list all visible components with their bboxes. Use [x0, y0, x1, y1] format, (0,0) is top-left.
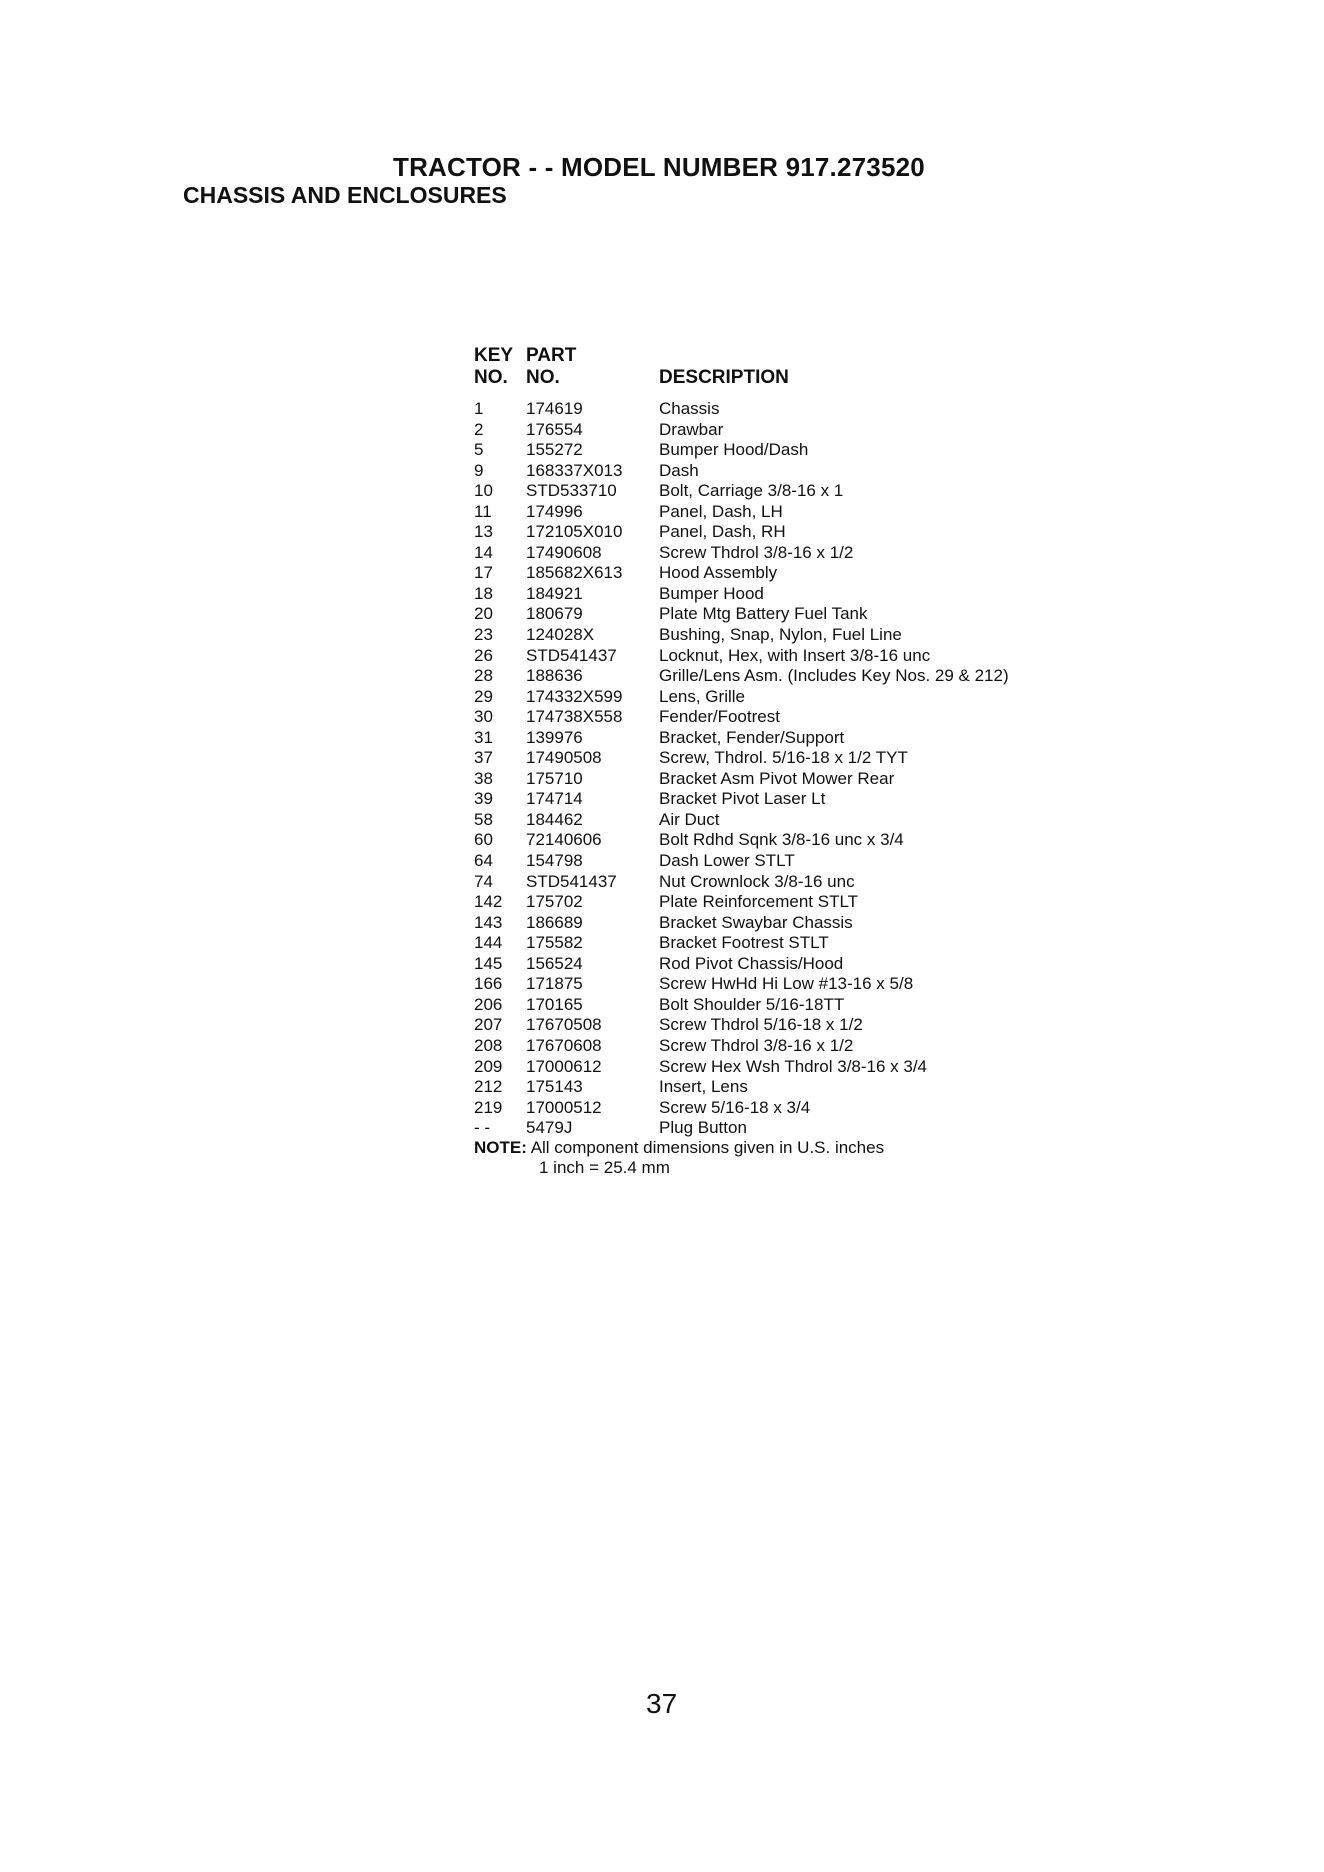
key-no-cell: 145	[474, 953, 503, 973]
key-no-cell: 17	[474, 563, 493, 583]
description-cell: Bracket Swaybar Chassis	[659, 912, 853, 932]
page-title: TRACTOR - - MODEL NUMBER 917.273520	[393, 152, 925, 182]
description-cell: Bumper Hood/Dash	[659, 440, 809, 460]
key-no-cell: 5	[474, 440, 484, 460]
note	[474, 1138, 884, 1178]
description-cell: Bushing, Snap, Nylon, Fuel Line	[659, 625, 902, 645]
part-no-header	[526, 345, 576, 389]
description-cell: Chassis	[659, 399, 720, 418]
description-cell: Bolt Shoulder 5/16-18TT	[659, 994, 845, 1014]
part-no-cell: 180679	[526, 604, 583, 624]
key-no-cell: 39	[474, 789, 493, 809]
key-no-cell: 143	[474, 912, 503, 932]
key-no-cell: 208	[474, 1035, 503, 1055]
key-no-header	[474, 345, 534, 389]
key-no-cell: 9	[474, 460, 484, 480]
key-no-cell: 219	[474, 1097, 503, 1117]
key-header-line2: NO.	[474, 367, 508, 388]
key-no-cell: 64	[474, 851, 493, 871]
key-no-cell: 20	[474, 604, 493, 624]
description-cell: Screw Thdrol 3/8-16 x 1/2	[659, 542, 854, 562]
part-no-cell: 17670608	[526, 1035, 602, 1055]
description-cell: Bumper Hood	[659, 583, 764, 603]
key-no-cell: 18	[474, 583, 493, 603]
description-cell: Lens, Grille	[659, 686, 745, 706]
part-no-cell: 168337X013	[526, 460, 623, 480]
description-cell: Screw HwHd Hi Low #13-16 x 5/8	[659, 974, 914, 994]
description-cell: Panel, Dash, RH	[659, 522, 786, 542]
part-no-cell: 17490608	[526, 542, 602, 562]
part-no-cell: 170165	[526, 994, 583, 1014]
description-cell: Plug Button	[659, 1118, 747, 1138]
key-no-cell: 212	[474, 1077, 503, 1097]
key-no-cell: 11	[474, 501, 492, 521]
part-no-cell: 174619	[526, 399, 583, 418]
description-cell: Bolt Rdhd Sqnk 3/8-16 unc x 3/4	[659, 830, 904, 850]
part-no-cell: 139976	[526, 727, 583, 747]
part-no-cell: 175702	[526, 892, 583, 912]
key-no-cell: 2	[474, 419, 484, 439]
key-no-cell: 206	[474, 994, 503, 1014]
description-cell: Screw, Thdrol. 5/16-18 x 1/2 TYT	[659, 748, 908, 768]
key-no-cell: 31	[474, 727, 493, 747]
key-no-cell: 37	[474, 748, 493, 768]
key-no-cell: 60	[474, 830, 493, 850]
part-header-line2: NO.	[526, 367, 560, 388]
part-no-cell: 174714	[526, 789, 583, 809]
key-no-cell: 1	[474, 399, 484, 418]
description-cell: Fender/Footrest	[659, 707, 780, 727]
part-no-cell: 175143	[526, 1077, 583, 1097]
part-no-cell: 17490508	[526, 748, 602, 768]
part-no-cell: 155272	[526, 440, 583, 460]
part-no-cell: 156524	[526, 953, 583, 973]
part-no-cell: 186689	[526, 912, 583, 932]
key-no-cell: 26	[474, 645, 493, 665]
key-no-cell: 209	[474, 1056, 503, 1076]
note-label: NOTE:	[474, 1138, 527, 1157]
part-no-cell: 184921	[526, 583, 583, 603]
key-no-cell: 144	[474, 933, 503, 953]
description-cell: Hood Assembly	[659, 563, 778, 583]
description-cell: Bracket Pivot Laser Lt	[659, 789, 826, 809]
description-cell: Bolt, Carriage 3/8-16 x 1	[659, 481, 844, 501]
description-cell: Drawbar	[659, 419, 724, 439]
description-cell: Bracket Footrest STLT	[659, 933, 829, 953]
key-no-cell: 10	[474, 481, 493, 501]
part-no-cell: 72140606	[526, 830, 602, 850]
note-line1	[474, 1138, 884, 1158]
part-no-cell: 17000512	[526, 1097, 602, 1117]
description-cell: Plate Mtg Battery Fuel Tank	[659, 604, 868, 624]
part-header-line1: PART	[526, 345, 577, 366]
key-no-cell: 13	[474, 522, 493, 542]
part-no-cell: 174738X558	[526, 707, 623, 727]
part-no-cell: 175710	[526, 768, 583, 788]
part-no-cell: 174332X599	[526, 686, 623, 706]
part-no-cell: 171875	[526, 974, 583, 994]
key-no-cell: 142	[474, 892, 503, 912]
part-no-cell: 184462	[526, 809, 583, 829]
description-cell: Grille/Lens Asm. (Includes Key Nos. 29 & 212)	[659, 666, 1009, 686]
description-cell: Plate Reinforcement STLT	[659, 892, 859, 912]
key-no-cell: - -	[474, 1118, 491, 1138]
key-no-cell: 207	[474, 1015, 503, 1035]
part-no-cell: 17000612	[526, 1056, 602, 1076]
part-no-cell: 124028X	[526, 625, 595, 645]
section-title: CHASSIS AND ENCLOSURES	[183, 182, 507, 208]
description-cell: Bracket, Fender/Support	[659, 727, 845, 747]
part-no-cell: 176554	[526, 419, 583, 439]
part-no-cell: 174996	[526, 501, 583, 521]
description-cell: Screw Thdrol 5/16-18 x 1/2	[659, 1015, 863, 1035]
description-cell: Insert, Lens	[659, 1077, 748, 1097]
description-cell: Dash Lower STLT	[659, 851, 795, 871]
part-no-cell: STD533710	[526, 481, 617, 501]
part-no-cell: 188636	[526, 666, 583, 686]
key-no-cell: 166	[474, 974, 503, 994]
key-no-cell: 23	[474, 625, 493, 645]
description-cell: Screw Thdrol 3/8-16 x 1/2	[659, 1035, 854, 1055]
note-conversion: 1 inch = 25.4 mm	[539, 1158, 670, 1177]
description-cell: Screw Hex Wsh Thdrol 3/8-16 x 3/4	[659, 1056, 928, 1076]
description-cell: Nut Crownlock 3/8-16 unc	[659, 871, 855, 891]
description-cell: Air Duct	[659, 809, 720, 829]
description-cell: Dash	[659, 460, 699, 480]
part-no-cell: 175582	[526, 933, 583, 953]
description-cell: Locknut, Hex, with Insert 3/8-16 unc	[659, 645, 931, 665]
key-no-cell: 74	[474, 871, 493, 891]
part-no-cell: STD541437	[526, 871, 617, 891]
key-no-cell: 38	[474, 768, 493, 788]
description-cell: Rod Pivot Chassis/Hood	[659, 953, 844, 973]
key-no-cell: 14	[474, 542, 493, 562]
key-no-cell: 28	[474, 666, 493, 686]
key-no-cell: 30	[474, 707, 493, 727]
key-header-line1: KEY	[474, 345, 514, 366]
key-no-cell: 29	[474, 686, 493, 706]
part-no-cell: 185682X613	[526, 563, 623, 583]
part-no-cell: 172105X010	[526, 522, 623, 542]
description-cell: Bracket Asm Pivot Mower Rear	[659, 768, 895, 788]
description-cell: Screw 5/16-18 x 3/4	[659, 1097, 811, 1117]
page-number: 37	[646, 1688, 678, 1719]
description-cell: Panel, Dash, LH	[659, 501, 783, 521]
part-no-cell: 5479J	[526, 1118, 573, 1138]
part-no-cell: 17670508	[526, 1015, 602, 1035]
description-header: DESCRIPTION	[659, 367, 789, 388]
part-no-cell: STD541437	[526, 645, 617, 665]
part-no-cell: 154798	[526, 851, 583, 871]
key-no-cell: 58	[474, 809, 493, 829]
note-text: All component dimensions given in U.S. inches	[530, 1138, 885, 1157]
